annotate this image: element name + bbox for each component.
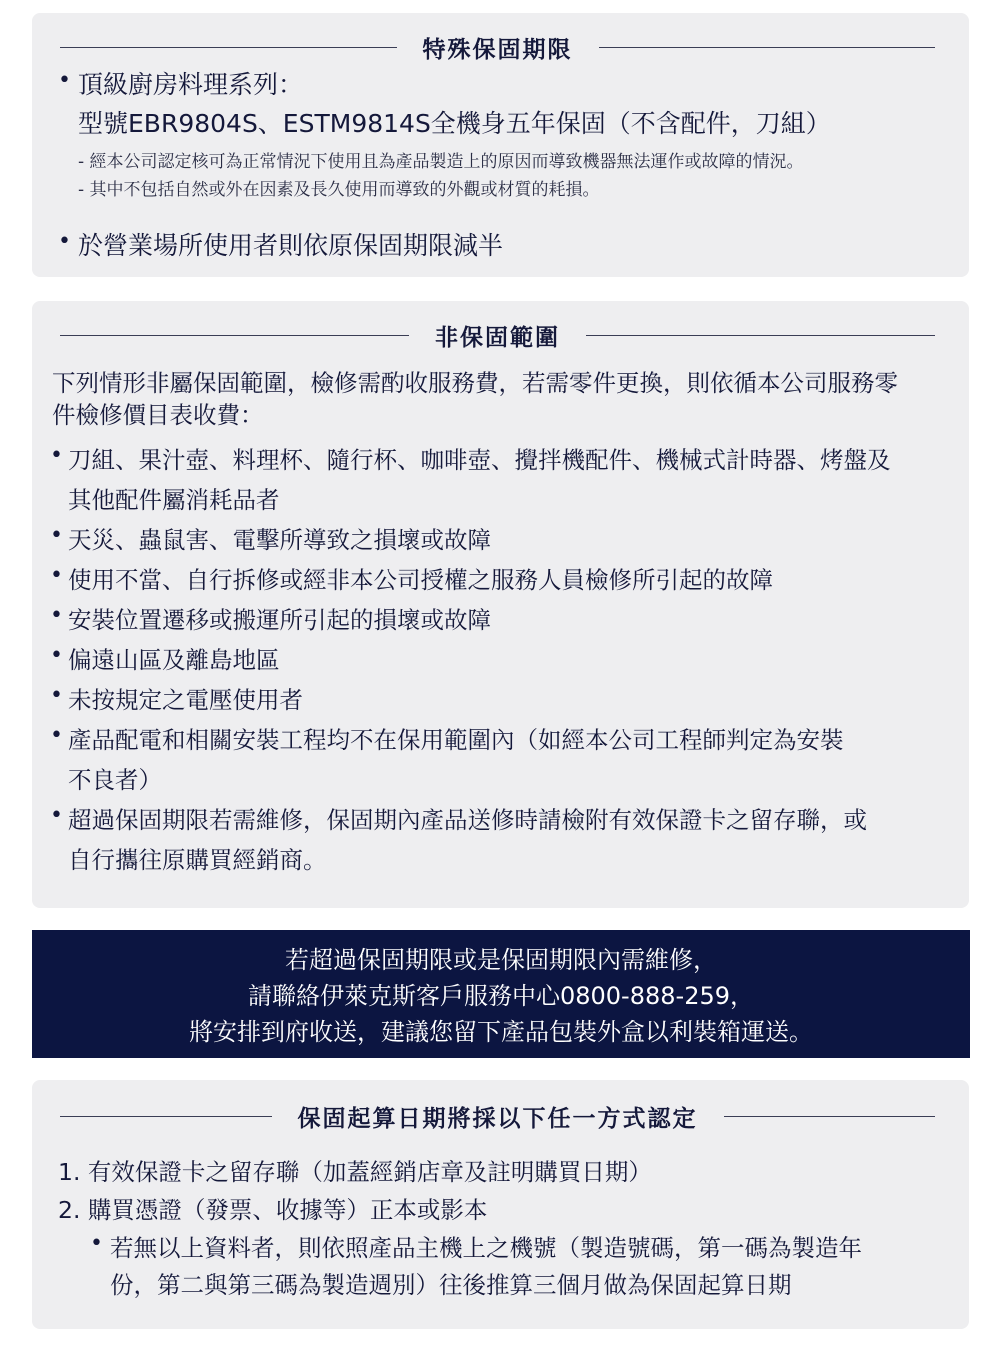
banner-line-3: 將安排到府收送，建議您留下產品包裝外盒以利裝箱運送。: [189, 1018, 813, 1046]
method-item-2: 2. 購買憑證（發票、收據等）正本或影本: [58, 1196, 488, 1224]
heading-rule-right: [724, 1116, 936, 1117]
intro-line-1: 下列情形非屬保固範圍，檢修需酌收服務費，若需零件更換，則依循本公司服務零: [52, 369, 898, 397]
special-warranty-heading: [60, 31, 935, 64]
service-banner: [32, 930, 970, 1058]
special-warranty-card: [32, 13, 969, 277]
bullet-dot: •: [50, 683, 63, 708]
fallback-line-2: 份，第二與第三碼為製造週別）往後推算三個月做為保固起算日期: [110, 1271, 792, 1299]
list-item-installation-cont: 不良者）: [68, 766, 162, 794]
special-warranty-title: 特殊保固期限: [422, 37, 573, 63]
bullet-dot: •: [50, 563, 63, 588]
list-item-consumables: 刀組、果汁壺、料理杯、隨行杯、咖啡壺、攪拌機配件、機械式計時器、烤盤及: [68, 446, 891, 474]
banner-line-2: 請聯絡伊萊克斯客戶服務中心0800-888-259，: [247, 982, 754, 1010]
business-use-line: 於營業場所使用者則依原保固期限減半: [78, 231, 504, 260]
bullet-dot: •: [90, 1231, 103, 1256]
list-item-consumables-cont: 其他配件屬消耗品者: [68, 486, 280, 514]
bullet-dot: •: [50, 603, 63, 628]
heading-rule-right: [586, 335, 935, 336]
list-item-remote-areas: 偏遠山區及離島地區: [68, 646, 280, 674]
list-item-misuse: 使用不當、自行拆修或經非本公司授權之服務人員檢修所引起的故障: [68, 566, 773, 594]
heading-rule-left: [60, 47, 397, 48]
heading-rule-left: [60, 1116, 272, 1117]
fallback-line-1: 若無以上資料者，則依照產品主機上之機號（製造號碼，第一碼為製造年: [110, 1234, 862, 1262]
non-warranty-card: [32, 301, 969, 908]
list-item-relocation: 安裝位置遷移或搬運所引起的損壞或故障: [68, 606, 491, 634]
list-item-voltage: 未按規定之電壓使用者: [68, 686, 303, 714]
non-warranty-title: 非保固範圍: [435, 325, 560, 351]
banner-line-1: 若超過保固期限或是保固期限內需維修，: [285, 946, 717, 974]
list-item-expired-cont: 自行攜往原購買經銷商。: [68, 846, 327, 874]
bullet-dot: •: [50, 643, 63, 668]
warranty-note-2: - 其中不包括自然或外在因素及長久使用而導致的外觀或材質的耗損。: [78, 180, 600, 200]
list-item-expired: 超過保固期限若需維修，保固期內產品送修時請檢附有效保證卡之留存聯，或: [68, 806, 867, 834]
model-warranty-line: 型號EBR9804S、ESTM9814S全機身五年保固（不含配件，刀組）: [78, 109, 831, 138]
bullet-dot: •: [50, 723, 63, 748]
bullet-dot: •: [50, 803, 63, 828]
premium-series-line: 頂級廚房料理系列：: [78, 70, 304, 99]
start-date-card: [32, 1080, 969, 1329]
method-item-1: 1. 有效保證卡之留存聯（加蓋經銷店章及註明購買日期）: [58, 1158, 652, 1186]
bullet-dot: •: [50, 523, 63, 548]
list-item-installation: 產品配電和相關安裝工程均不在保用範圍內（如經本公司工程師判定為安裝: [68, 726, 844, 754]
bullet-dot: •: [58, 68, 71, 93]
start-date-title: 保固起算日期將採以下任一方式認定: [297, 1106, 698, 1132]
heading-rule-left: [60, 335, 409, 336]
non-warranty-heading: [60, 319, 935, 352]
intro-line-2: 件檢修價目表收費：: [52, 401, 264, 429]
start-date-heading: [60, 1100, 935, 1133]
heading-rule-right: [599, 47, 936, 48]
list-item-disaster: 天災、蟲鼠害、電擊所導致之損壞或故障: [68, 526, 491, 554]
bullet-dot: •: [50, 443, 63, 468]
warranty-note-1: - 經本公司認定核可為正常情況下使用且為產品製造上的原因而導致機器無法運作或故障的情況。: [78, 152, 804, 172]
bullet-dot: •: [58, 229, 71, 254]
